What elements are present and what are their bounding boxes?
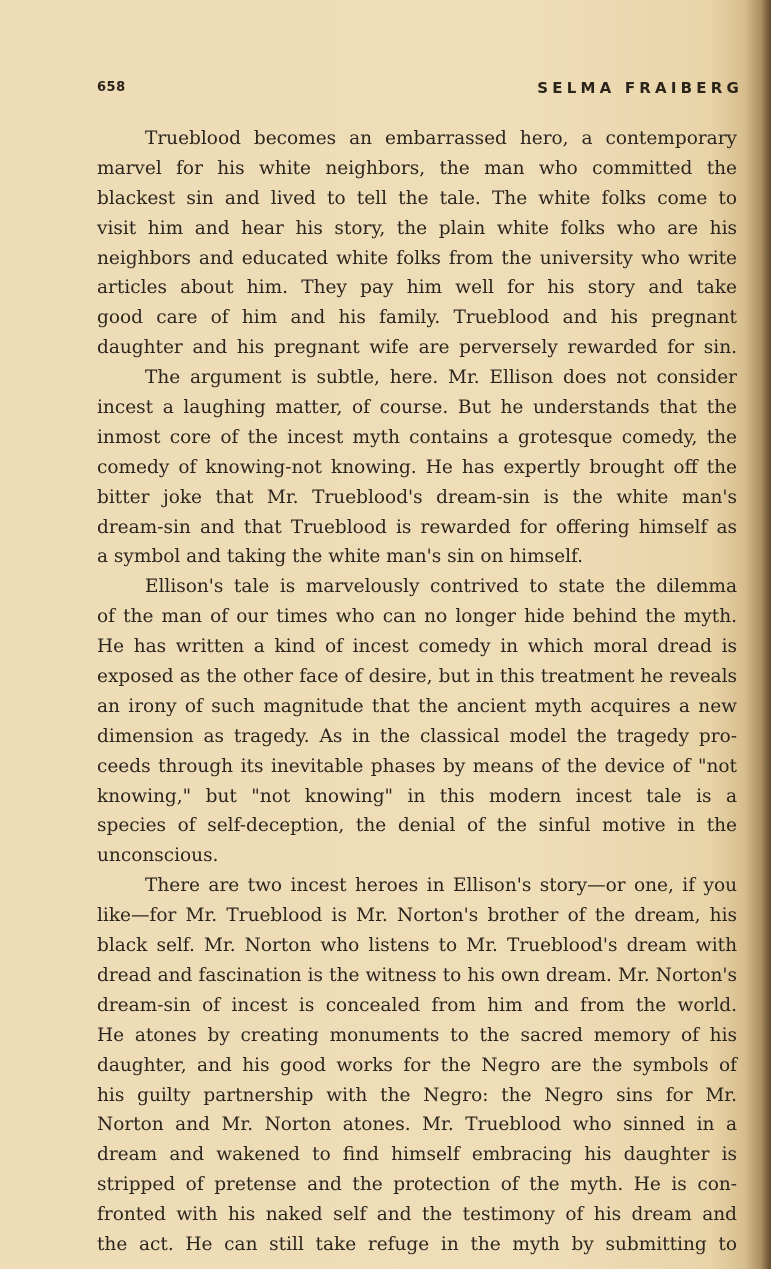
paragraph-2 (97, 363, 737, 572)
text-line: The argument is subtle, here. Mr. Ellison does not consider (145, 367, 737, 389)
text-line: articles about him. They pay him well for his story and take (97, 277, 737, 299)
text-line: neighbors and educated white folks from the university who write (97, 247, 737, 269)
running-head: SELMA FRAIBERG (537, 79, 743, 97)
page-number: 658 (97, 80, 126, 95)
text-line: dread and fascination is the witness to his own dream. Mr. Norton's (97, 964, 737, 986)
text-line: visit him and hear his story, the plain white folks who are his (97, 217, 737, 239)
text-line: Norton and Mr. Norton atones. Mr. Trueblood who sinned in a (97, 1114, 737, 1136)
text-line: good care of him and his family. Trueblood and his pregnant (97, 307, 737, 329)
text-line: dream and wakened to find himself embracing his daughter is (97, 1144, 737, 1166)
text-line: ceeds through its inevitable phases by means of the device of "not (97, 755, 737, 777)
page-spine-shadow (745, 0, 771, 1269)
text-line: dream-sin of incest is concealed from him and from the world. (97, 994, 737, 1016)
text-line: daughter and his pregnant wife are perversely rewarded for sin. (97, 337, 737, 359)
text-line: blackest sin and lived to tell the tale. The white folks come to (97, 187, 737, 209)
text-line: stripped of pretense and the protection of the myth. He is con- (97, 1174, 737, 1196)
body-text (97, 124, 737, 1260)
text-line: unconscious. (97, 845, 219, 867)
text-line: incest a laughing matter, of course. But he understands that the (97, 397, 737, 419)
paragraph-4 (97, 871, 737, 1260)
text-line: daughter, and his good works for the Negro are the symbols of (97, 1054, 737, 1076)
text-line: species of self-deception, the denial of the sinful motive in the (97, 815, 737, 837)
text-line: exposed as the other face of desire, but in this treatment he reveals (97, 666, 737, 688)
text-line: inmost core of the incest myth contains a grotesque comedy, the (97, 426, 737, 448)
text-line: Ellison's tale is marvelously contrived to state the dilemma (145, 576, 737, 598)
paragraph-1 (97, 124, 737, 363)
text-line: a symbol and taking the white man's sin on himself. (97, 546, 584, 568)
text-line: comedy of knowing-not knowing. He has expertly brought off the (97, 456, 737, 478)
text-line: marvel for his white neighbors, the man who committed the (97, 157, 737, 179)
text-line: of the man of our times who can no longer hide behind the myth. (97, 606, 737, 628)
text-line: his guilty partnership with the Negro: the Negro sins for Mr. (97, 1084, 737, 1106)
text-line: dimension as tragedy. As in the classical model the tragedy pro- (97, 725, 737, 747)
text-line: an irony of such magnitude that the ancient myth acquires a new (97, 695, 737, 717)
text-line: the act. He can still take refuge in the myth by submitting to (97, 1233, 737, 1255)
text-line: dream-sin and that Trueblood is rewarded for offering himself as (97, 516, 737, 538)
text-line: There are two incest heroes in Ellison's story—or one, if you (145, 875, 737, 897)
text-line: knowing," but "not knowing" in this modern incest tale is a (97, 785, 737, 807)
paragraph-3 (97, 572, 737, 871)
text-line: He atones by creating monuments to the sacred memory of his (97, 1024, 737, 1046)
text-line: Trueblood becomes an embarrassed hero, a contemporary (145, 128, 737, 149)
text-line: He has written a kind of incest comedy in which moral dread is (97, 636, 737, 658)
text-line: black self. Mr. Norton who listens to Mr. Trueblood's dream with (97, 935, 737, 957)
text-line: like—for Mr. Trueblood is Mr. Norton's brother of the dream, his (97, 905, 737, 927)
text-line: bitter joke that Mr. Trueblood's dream-sin is the white man's (97, 486, 737, 508)
text-line: fronted with his naked self and the testimony of his dream and (97, 1204, 737, 1226)
